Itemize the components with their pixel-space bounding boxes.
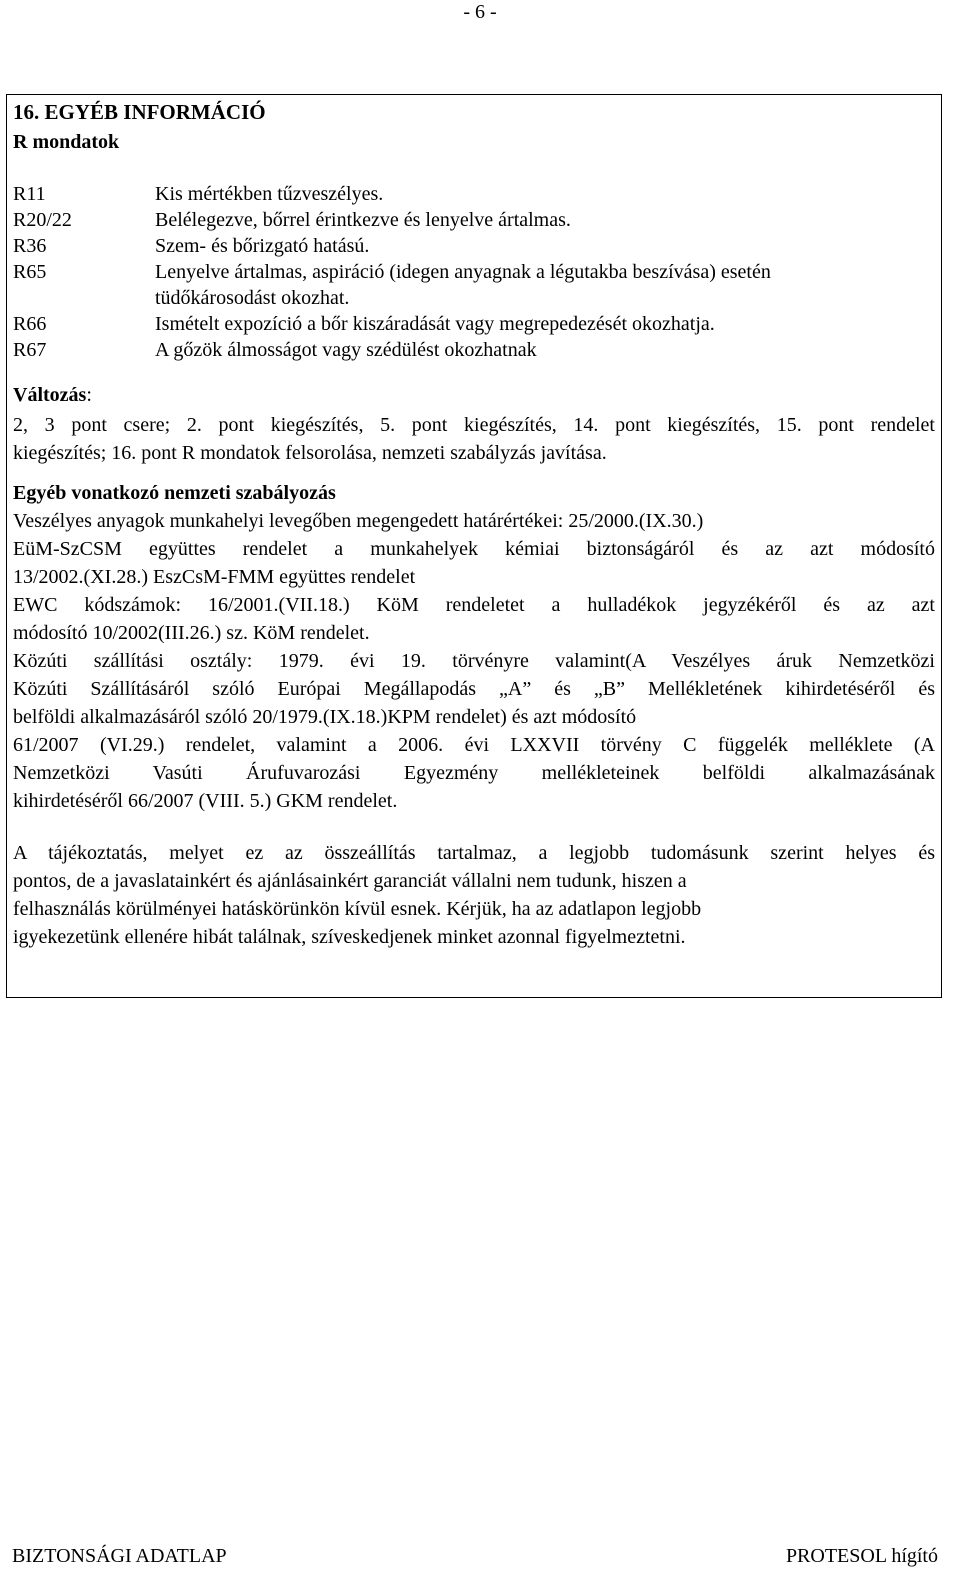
r-phrase-text: Szem- és bőrizgató hatású. [155,235,370,257]
r-phrase-row [13,311,935,337]
disclaimer-line: pontos, de a javaslatainkért és ajánlásainkért garanciát vállalni nem tudunk, hiszen a [13,870,687,892]
r-phrase-row [13,285,935,311]
national-regulation-block [13,479,935,815]
disclaimer-block [13,839,935,951]
regulation-line: belföldi alkalmazásáról szóló 20/1979.(IX.18.)KPM rendelet) és azt módosító [13,706,637,728]
footer-document-type: BIZTONSÁGI ADATLAP [12,1545,227,1567]
changes-block [13,381,935,467]
r-phrase-text: A gőzök álmosságot vagy szédülést okozhatnak [155,339,537,361]
regulation-line: EWC kódszámok: 16/2001.(VII.18.) KöM rendeletet a hulladékok jegyzékéről és az azt [13,594,935,616]
changes-heading [13,381,935,409]
disclaimer-line: igyekezetünk ellenére hibát találnak, szíveskedjenek minket azonnal figyelmeztetni. [13,926,686,948]
r-phrases-heading: R mondatok [13,131,120,153]
regulation-line: EüM-SzCSM együttes rendelet a munkahelyek kémiai biztonságáról és az azt módosító [13,538,935,560]
disclaimer-line: A tájékoztatás, melyet ez az összeállítás tartalmaz, a legjobb tudomásunk szerint helyes és [13,842,935,864]
r-phrase-text: tüdőkárosodást okozhat. [155,287,350,309]
regulation-line: Közúti Szállításáról szóló Európai Megállapodás „A” és „B” Mellékletének kihirdetéséről és [13,678,935,700]
regulation-line: 13/2002.(XI.28.) EszCsM-FMM együttes rendelet [13,566,416,588]
regulation-line: Veszélyes anyagok munkahelyi levegőben megengedett határértékei: 25/2000.(IX.30.) [13,510,704,532]
r-phrase-code: R20/22 [13,209,72,231]
changes-line: 2, 3 pont csere; 2. pont kiegészítés, 5. pont kiegészítés, 14. pont kiegészítés, 15. pont rendelet [13,414,935,436]
changes-line: kiegészítés; 16. pont R mondatok felsorolása, nemzeti szabályzás javítása. [13,442,607,464]
page-number: - 6 - [463,1,497,23]
disclaimer-line: felhasználás körülményei hatáskörünkön kívül esnek. Kérjük, ha az adatlapon legjobb [13,898,702,920]
r-phrase-code [13,285,155,311]
r-phrase-text: Ismételt expozíció a bőr kiszáradását vagy megrepedezését okozhatja. [155,313,715,335]
regulation-line: 61/2007 (VI.29.) rendelet, valamint a 2006. évi LXXVII törvény C függelék melléklete (A [13,734,935,756]
section-box [6,94,942,998]
r-phrase-code: R67 [13,339,47,361]
r-phrase-code: R66 [13,313,47,335]
r-phrase-text: Belélegezve, bőrrel érintkezve és lenyelve ártalmas. [155,209,571,231]
section-title: 16. EGYÉB INFORMÁCIÓ [13,100,266,124]
r-phrase-code: R11 [13,183,46,205]
footer-product-name: PROTESOL hígító [785,1545,938,1567]
r-phrase-code: R36 [13,235,47,257]
regulation-line: Nemzetközi Vasúti Árufuvarozási Egyezmény mellékleteinek belföldi alkalmazásának [13,762,935,784]
regulation-line: módosító 10/2002(III.26.) sz. KöM rendelet. [13,622,370,644]
r-phrase-row [13,337,935,363]
r-phrase-code: R65 [13,261,47,283]
r-phrase-row [13,233,935,259]
r-phrase-text: Lenyelve ártalmas, aspiráció (idegen anyagnak a légutakba beszívása) esetén [155,261,771,283]
regulation-line: kihirdetéséről 66/2007 (VIII. 5.) GKM rendelet. [13,790,398,812]
r-phrase-row [13,207,935,233]
regulation-line: Közúti szállítási osztály: 1979. évi 19. törvényre valamint(A Veszélyes áruk Nemzetközi [13,650,935,672]
national-regulation-title: Egyéb vonatkozó nemzeti szabályozás [13,482,336,504]
r-phrase-text: Kis mértékben tűzveszélyes. [155,183,384,205]
r-phrases-list [13,181,935,363]
r-phrase-row [13,259,935,285]
r-phrase-row [13,181,935,207]
changes-label: Változás [13,384,87,406]
changes-colon: : [86,384,92,406]
